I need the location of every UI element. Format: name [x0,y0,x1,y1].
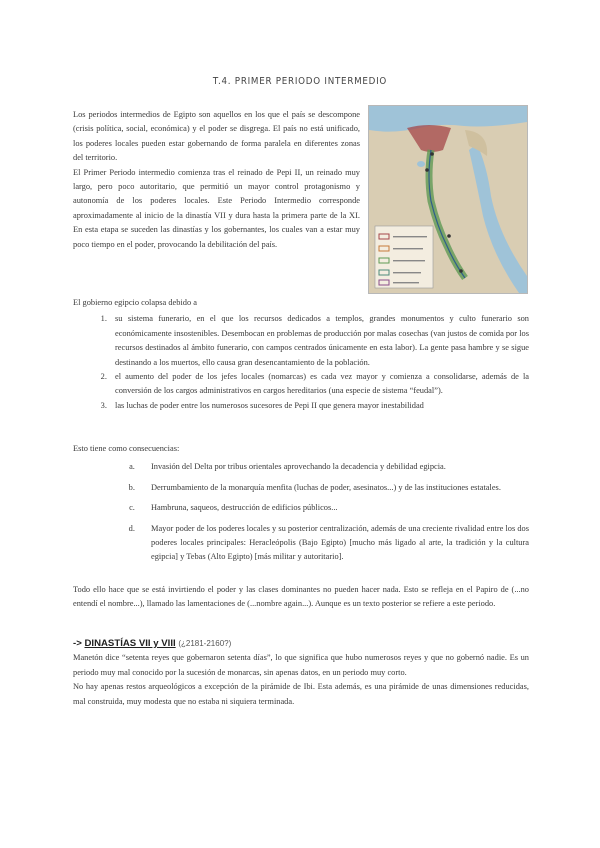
consequences-lead: Esto tiene como consecuencias: [73,444,180,453]
intro-paragraph-1: Los periodos intermedios de Egipto son aquellos en los que el país se descompone (crisis política, social, económica) y el poder se disgrega. El país no está unificado, los poderes locales pueden estar gobernando de forma paralela en diferentes zonas del territorio. [73,110,360,163]
dynasties-title: DINASTÍAS VII y VIII [84,638,176,649]
closing-paragraph [73,583,529,612]
dynasties-section [73,637,529,709]
intro-text [73,108,360,252]
collapse-item-2: 2. el aumento del poder de los jefes locales (nomarcas) es cada vez mayor y comienza a consolidarse, además de la conversión de los cargos administrativos en cargos hereditarios (una especie de sistema “feudal”). [109,370,529,399]
dynasties-paragraph-2: No hay apenas restos arqueológicos a excepción de la pirámide de Ibi. Esta además, es una pirámide de unas dimensiones reducidas, mal construida, muy modesta que no estaba ni siquiera terminada. [73,682,529,706]
consequences-list [73,460,529,564]
consequence-item-c: c. Hambruna, saqueos, destrucción de edificios públicos... [137,501,529,515]
egypt-map-graphic [369,106,527,293]
consequence-item-d: d. Mayor poder de los poderes locales y su posterior centralización, además de una creciente rivalidad entre los dos poderes locales principales: Heracleópolis (Bajo Egipto) [mucho más ligado al arte, la tradición y la cultura egipcia] y Tebas (Alto Egipto) [más militar y autoritario]. [137,522,529,565]
dynasties-paragraph-1: Manetón dice “setenta reyes que gobernaron setenta días”, lo que significa que hubo numerosos reyes y que no gobernó nadie. Es un periodo muy mal conocido por la sucesión de monarcas, sin apenas datos, en un periodo muy corto. [73,653,529,677]
dynasties-heading [73,637,529,651]
consequences-section [73,442,529,571]
collapse-item-3: 3. las luchas de poder entre los numerosos sucesores de Pepi II que genera mayor inestabilidad [109,399,529,413]
egypt-map-image [368,105,528,294]
collapse-list [73,312,529,413]
page-title: T.4. PRIMER PERIODO INTERMEDIO [212,76,388,87]
consequence-item-a: a. Invasión del Delta por tribus orientales aprovechando la decadencia y debilidad egipcia. [137,460,529,474]
collapse-item-1: 1. su sistema funerario, en el que los recursos dedicados a templos, grandes monumentos y culto funerario son económicamente insostenibles. Desembocan en problemas de producción por malas cosechas (van justos de comida por los recursos destinados al ámbito funerario, con campos centrados únicamente en esta labor). La gente pasa hambre y se sigue destinando a los muertos, ello causa gran desencantamiento de la población. [109,312,529,370]
dynasties-dates: (¿2181-2160?) [178,639,232,648]
consequence-item-b: b. Derrumbamiento de la monarquía menfita (luchas de poder, asesinatos...) y de las instituciones estatales. [137,481,529,495]
collapse-lead: El gobierno egipcio colapsa debido a [73,298,197,307]
heading-arrow: -> [73,638,82,649]
intro-paragraph-2: El Primer Periodo intermedio comienza tras el reinado de Pepi II, un reinado muy largo, pero poco autoritario, que permitió un mayor control protagonismo y autonomía de los poderes locales. Este Periodo Intermedio corresponde aproximadamente al inicio de la dinastía VII y dura hasta la primera parte de la XI. En esta etapa se suceden las dinastías y los gobernantes, los cuales van a estar muy poco tiempo en el poder, provocando la debilitación del país. [73,167,360,249]
collapse-section [73,296,529,413]
closing-text: Todo ello hace que se está invirtiendo el poder y las clases dominantes no pueden hacer nada. Esto se refleja en el Papiro de (...no entendí el nombre...), llamado las lamentaciones de (...nombre again...). Aunque es un texto posterior se refiere a este periodo. [73,585,529,609]
